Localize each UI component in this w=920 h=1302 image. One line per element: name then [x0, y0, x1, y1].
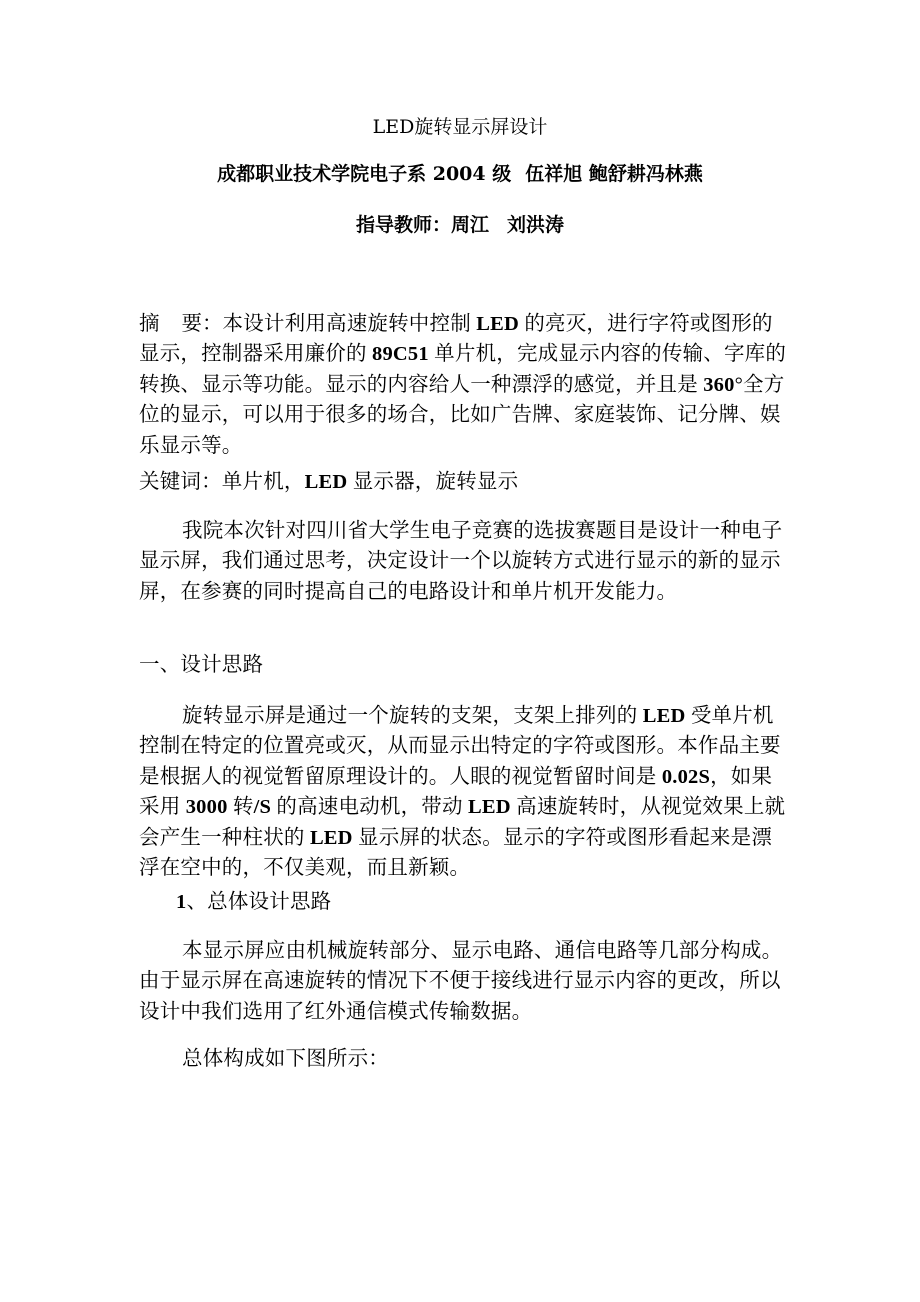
abstract-text: 本设计利用高速旋转中控制: [222, 313, 477, 335]
advisor-line: [0, 212, 920, 238]
author-line: [0, 161, 920, 187]
keywords-paragraph: 关键词：单片机，LED 显示器，旋转显示: [139, 471, 519, 493]
document-title: LED旋转显示屏设计: [372, 116, 548, 138]
section-body-paragraph: 旋转显示屏是通过一个旋转的支架，支架上排列的 LED 受单片机控制在特定的位置亮或灭，从而显示出特定的字符或图形。本作品主要是根据人的视觉暂留原理设计的。人眼的视觉暂留时间是 0.02S，如果采用 3000 转/S 的高速电动机，带动 LED 高速旋转时，从视觉效果上就会产生一种柱状的 LED 显示屏的状态。显示的字符或图形看起来是漂浮在空中的，不仅美观，而且新颖。: [139, 705, 786, 880]
advisor-name-1: 周江: [450, 214, 489, 236]
author-names: 伍祥旭 鲍舒耕冯林燕: [525, 163, 703, 185]
abstract-mcu: 89C51: [372, 343, 429, 366]
keyword-led: LED: [304, 471, 348, 493]
abstract-paragraph: 摘 要：本设计利用高速旋转中控制 LED 的亮灭，进行字符或图形的显示，控制器采用廉价的 89C51 单片机，完成显示内容的传输、字库的转换、显示等功能。显示的内容给人一种漂浮的感觉，并且是 360°全方位的显示，可以用于很多的场合，比如广告牌、家庭装饰、记分牌、娱乐显示等。: [139, 313, 787, 457]
advisor-name-2: 刘洪涛: [507, 214, 565, 236]
abstract-led: LED: [476, 313, 519, 335]
author-affiliation: 成都职业技术学院电子系 2004 级: [217, 163, 512, 185]
subsection-body-paragraph: 本显示屏应由机械旋转部分、显示电路、通信电路等几部分构成。由于显示屏在高速旋转的情况下不便于接线进行显示内容的更改，所以设计中我们选用了红外通信模式传输数据。: [139, 940, 783, 1023]
intro-paragraph: 我院本次针对四川省大学生电子竞赛的选拔赛题目是设计一种电子显示屏，我们通过思考，决定设计一个以旋转方式进行显示的新的显示屏，在参赛的同时提高自己的电路设计和单片机开发能力。: [139, 520, 783, 603]
figure-intro-text: 总体构成如下图所示：: [182, 1048, 389, 1070]
subsection-heading: 1、总体设计思路: [176, 891, 332, 913]
advisor-label: 指导教师：: [355, 214, 451, 236]
abstract-angle: 360: [703, 373, 735, 396]
section-heading: 一、设计思路: [139, 654, 264, 676]
abstract-label: 摘 要：: [139, 313, 223, 335]
